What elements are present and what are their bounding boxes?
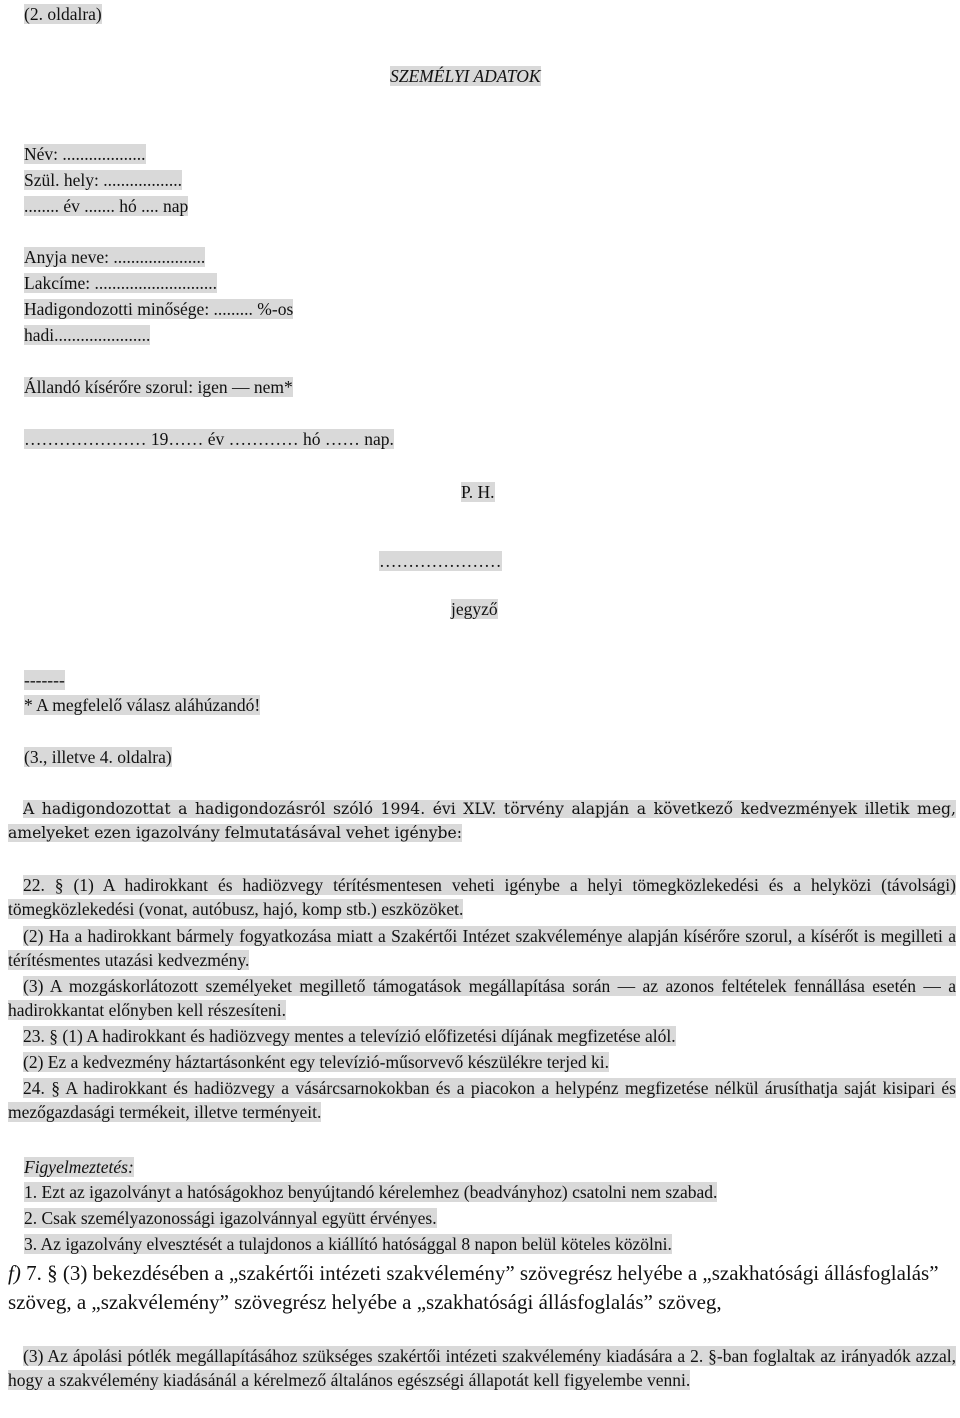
status-line: Hadigondozotti minősége: ......... %-os: [24, 299, 294, 319]
signer-title: jegyző: [451, 599, 498, 619]
hadi-line: hadi......................: [24, 325, 151, 345]
amendment-label: f): [8, 1261, 21, 1285]
paragraph-22-2: (2) Ha a hadirokkant bármely fogyatkozása miatt a Szakértői Intézet szakvéleménye alapján kísérőre szorul, a kísérőt is megilleti a térítésmentes utazási kedvezmény.: [8, 926, 956, 970]
name-line: Név: ...................: [24, 144, 146, 164]
amendment-text: 7. § (3) bekezdésében a „szakértői intézeti szakvélemény” szövegrész helyébe a „szakhatósági állásfoglalás” szöveg, a „szakvélemény” szövegrész helyébe a „szakhatósági állásfoglalás” szöveg,: [8, 1261, 939, 1314]
paragraph-22-1: 22. § (1) A hadirokkant és hadiözvegy térítésmentesen veheti igénybe a helyi tömegközlekedési és a helyközi (távolsági) tömegközlekedési (vonat, autóbusz, hajó, komp stb.) eszközöket.: [8, 875, 956, 919]
footnote: * A megfelelő válasz aláhúzandó!: [24, 695, 261, 715]
warning-item: 1. Ezt az igazolványt a hatóságokhoz benyújtandó kérelemhez (beadványhoz) csatolni nem szabad.: [24, 1182, 718, 1202]
paragraph-23-1: 23. § (1) A hadirokkant és hadiözvegy mentes a televízió előfizetési díjának megfizetése alól.: [23, 1026, 676, 1046]
date-line: ………………… 19…… év ………… hó …… nap.: [24, 429, 394, 449]
birthplace-line: Szül. hely: ..................: [24, 170, 182, 190]
paragraph-24: 24. § A hadirokkant és hadiözvegy a vásárcsarnokokban és a piacokon a helypénz megfizetése nélkül árusíthatja saját kisipari és mezőgazdasági termékeit, illetve terményeit.: [8, 1078, 956, 1122]
section-note: (3., illetve 4. oldalra): [24, 747, 172, 767]
footnote-separator: -------: [24, 670, 65, 690]
amendment-paragraph: [8, 1259, 956, 1317]
page-note: (2. oldalra): [24, 4, 102, 24]
address-line: Lakcíme: ............................: [24, 273, 217, 293]
birthdate-line: ........ év ....... hó .... nap: [24, 196, 189, 216]
warning-item: 3. Az igazolvány elvesztését a tulajdonos a kiállító hatósággal 8 napon belül köteles közölni.: [24, 1234, 672, 1254]
escort-line: Állandó kísérőre szorul: igen — nem*: [24, 377, 293, 397]
page-title: SZEMÉLYI ADATOK: [390, 66, 541, 86]
signature-dots: …………………: [379, 551, 502, 571]
paragraph-22-3: (3) A mozgáskorlátozott személyeket megillető támogatások megállapítása során — az azonos feltételek fennállása esetén — a hadirokkantat előnyben kell részesíteni.: [8, 976, 956, 1020]
stamp-mark: P. H.: [461, 482, 495, 502]
mother-line: Anyja neve: .....................: [24, 247, 206, 267]
warning-title: Figyelmeztetés:: [24, 1157, 134, 1177]
intro-paragraph: A hadigondozottat a hadigondozásról szóló 1994. évi XLV. törvény alapján a következő kedvezmények illetik meg, amelyeket ezen igazolvány felmutatásával vehet igénybe:: [8, 800, 956, 842]
warning-item: 2. Csak személyazonossági igazolvánnyal együtt érvényes.: [24, 1208, 437, 1228]
paragraph-23-2: (2) Ez a kedvezmény háztartásonként egy televízió-műsorvevő készülékre terjed ki.: [23, 1052, 610, 1072]
final-paragraph: (3) Az ápolási pótlék megállapításához szükséges szakértői intézeti szakvélemény kiadására a 2. §-ban foglaltak az irányadók azzal, hogy a szakvélemény kiadásánál a kérelmező általános egészségi állapotát kell figyelembe venni.: [8, 1346, 956, 1390]
